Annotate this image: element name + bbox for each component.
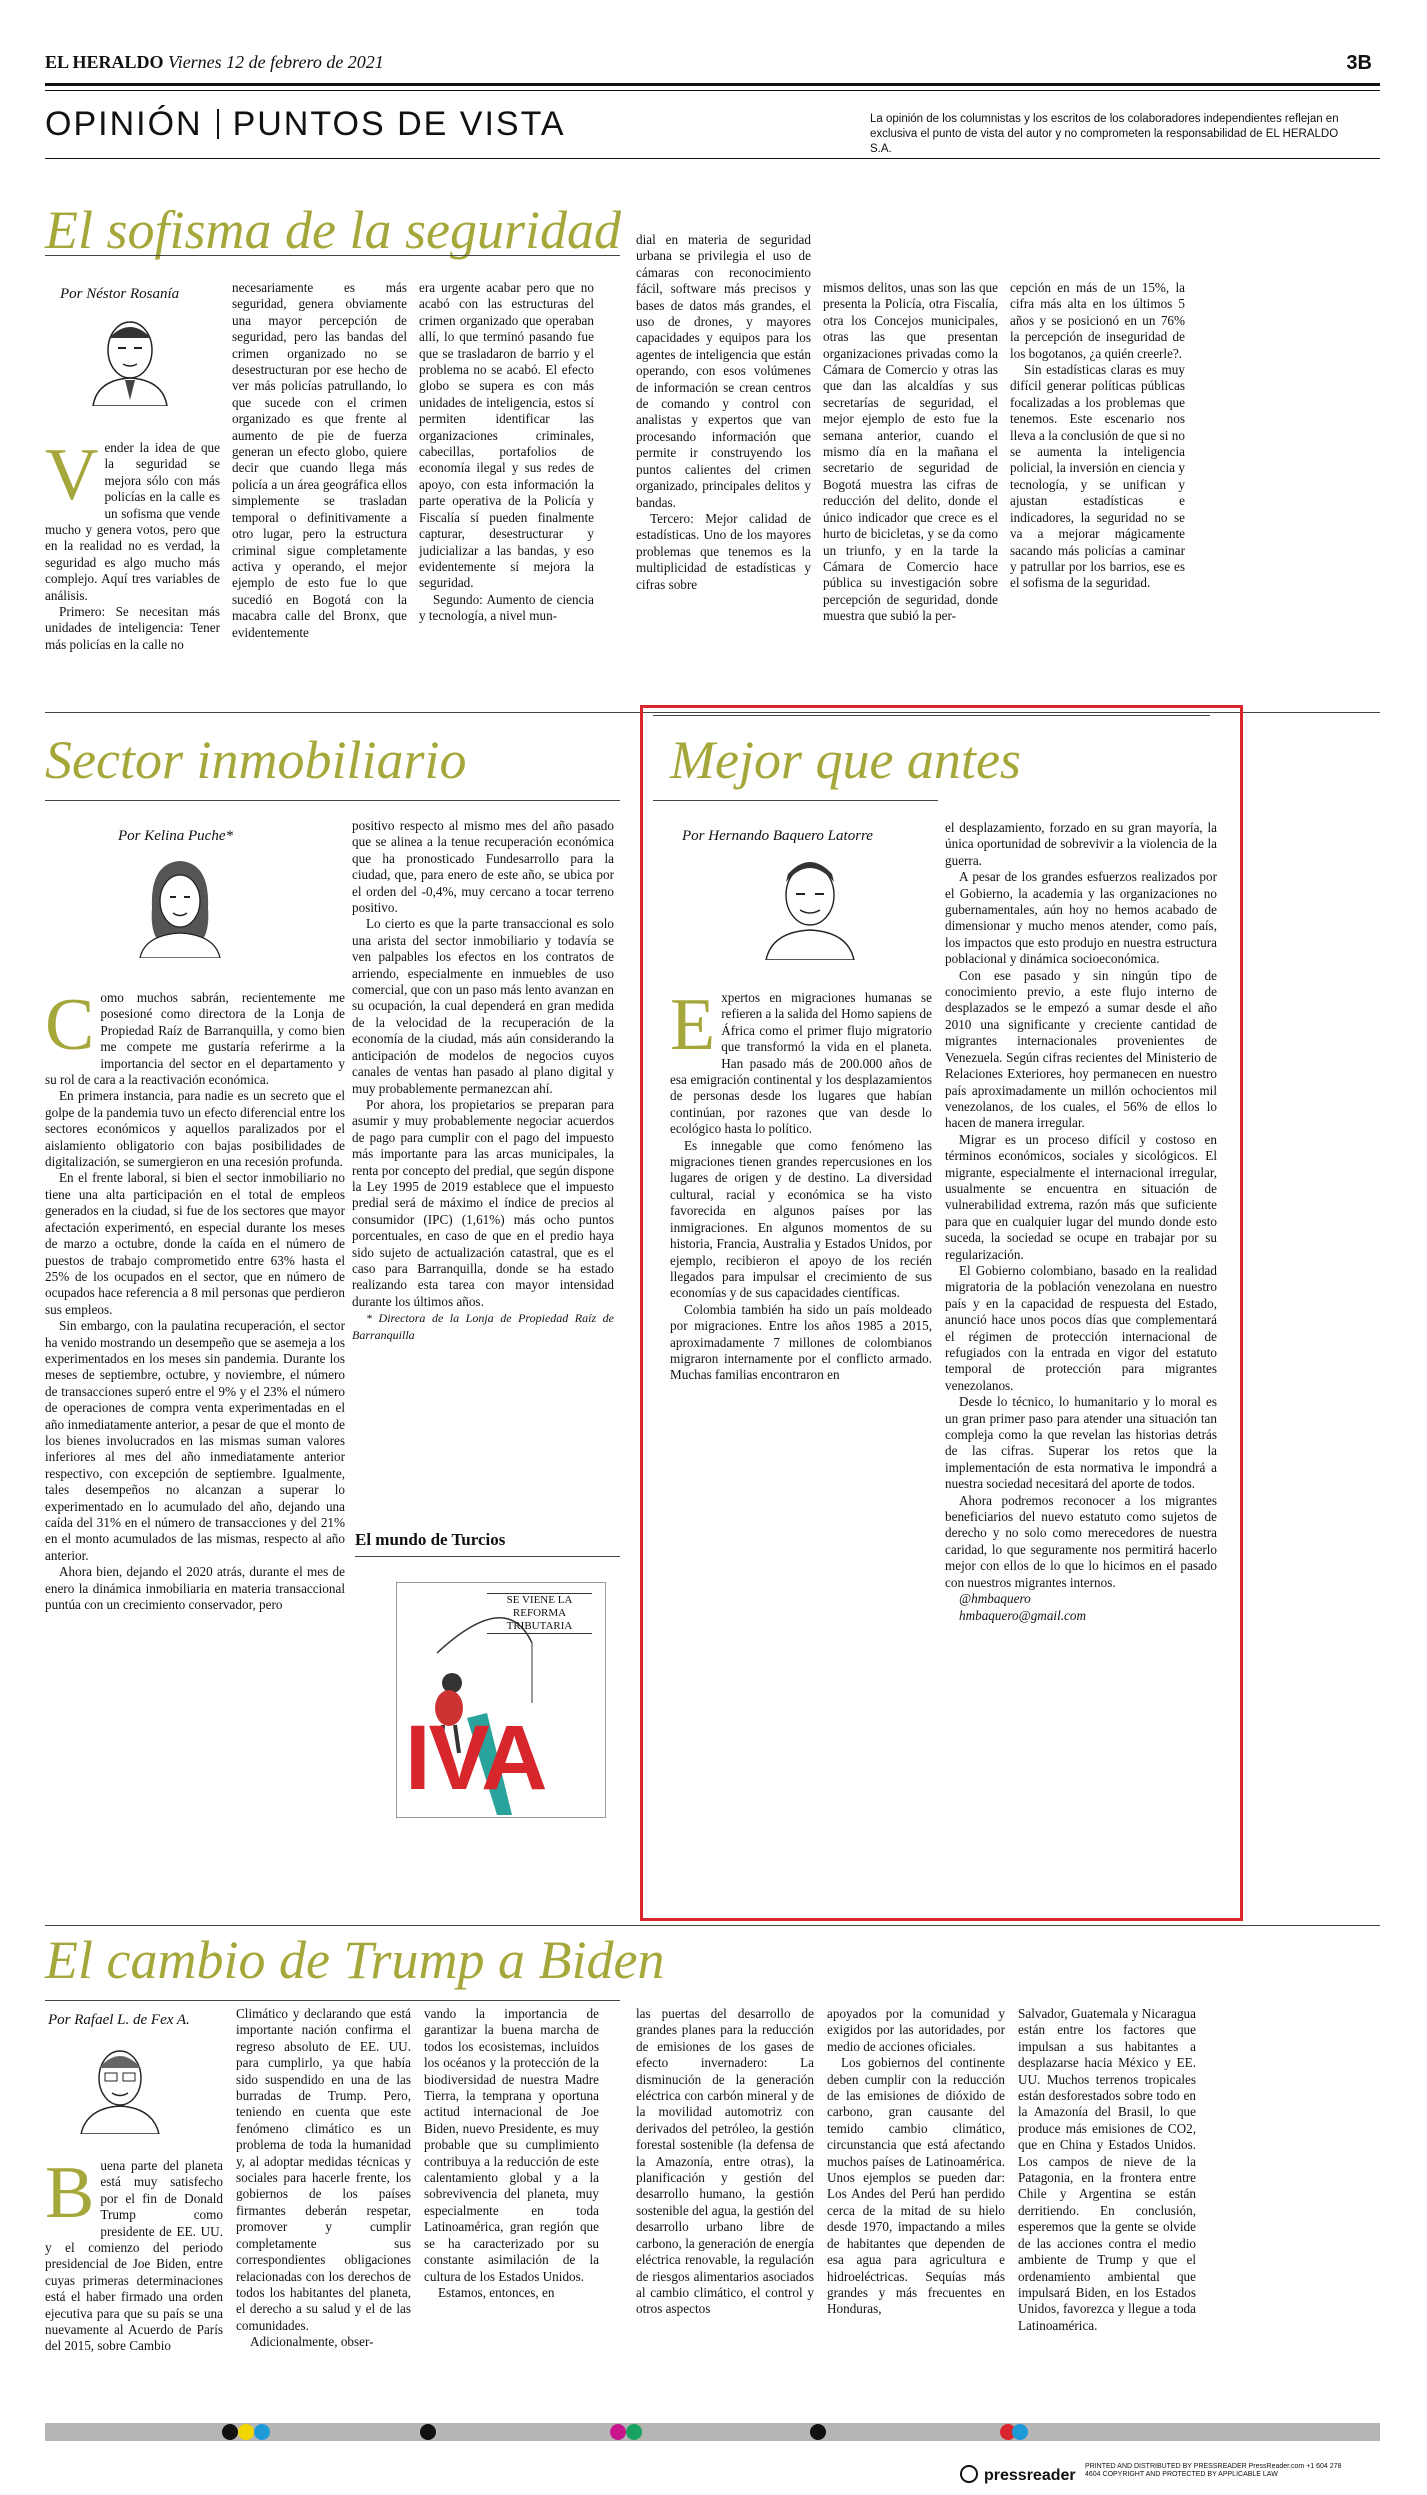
headline-mejor: Mejor que antes [670, 730, 1021, 790]
registration-mark [626, 2424, 642, 2440]
paragraph: ender la idea de que la seguridad se mejora sólo con más policías en la calle es un sofisma que vende mucho y genera votos, pero que en la realidad no es verdad, la seguridad es algo mucho más complejo. Aquí tres variables de análisis. [45, 440, 220, 603]
top-rule [45, 83, 1380, 86]
masthead [45, 52, 384, 73]
paragraph: Sin embargo, con la paulatina recuperación, el sector ha venido mostrando un desempeño que se asemeja a los experimentados en los meses sin pandemia. Durante los meses de septiembre, octubre, y noviembre, el número de transacciones superó entre el 9% y el 23% el número de operaciones de compra venta experimentadas en el año inmediatamente anterior, a pesar de que el monto de los bienes involucrados en las mismas suman valores inferiores al mes del año inmediatamente anterior respectivo, con excepción de septiembre. Igualmente, tales desempeños no alcanzan a superar lo experimentado en lo acumulado del año, dejando una caída del 31% en el número de transacciones y del 21% en el monto acumulados de las mismas, respecto al año anterior. [45, 1318, 345, 1563]
registration-mark [1012, 2424, 1028, 2440]
section-left: OPINIÓN [45, 105, 203, 143]
article4-col5 [827, 2006, 1005, 2318]
paragraph: el desplazamiento, forzado en su gran mayoría, la única oportunidad de sobrevivir a la violencia de la guerra. [945, 820, 1217, 868]
paragraph: En el frente laboral, si bien el sector inmobiliario no tiene una alta participación en el total de empleos generados en la ciudad, si fue de los sectores que mayor afectación experimentó, en especial durante los meses de marzo a octubre, donde la caída en el número de puestos de trabajo comprometido entre 63% hasta el 25% de los ocupados en el sector, que en número de ocupados hace referencia a 8 mil personas que perdieron sus empleos. [45, 1170, 345, 1317]
disclaimer: La opinión de los columnistas y los escritos de los colaboradores independientes reflejan en exclusiva el punto de vista del autor y no comprometen la responsabilidad de EL HERALDO S.A. [870, 113, 1339, 155]
author-note: * Directora de la Lonja de Propiedad Raíz de Barranquilla [352, 1311, 614, 1342]
paragraph: Climático y declarando que está importante nación confirma el regreso absoluto de EE. UU. para cumplirlo, ya que había sido suspendido en una de las burradas de Trump. Pero, teniendo en cuenta que este fenómeno climático es un problema de toda la humanidad y, al adoptar medidas técnicas y sociales para hacerle frente, los gobiernos de los países firmantes deberán respetar, promover y cumplir completamente sus correspondientes obligaciones relacionadas con los derechos de todos los habitantes del planeta, el derecho a su salud y el de las comunidades. [236, 2006, 411, 2333]
paragraph: dial en materia de seguridad urbana se privilegia el uso de cámaras con reconocimiento fácil, software más precisos y bases de datos más grandes, el uso de drones, y mayores capacidades y equipos para los agentes de inteligencia que están operando, con esos volúmenes de información se crean centros de comando y control con analistas y expertos que van procesando información que permite ir construyendo los puntos calientes del crimen organizado, principales delitos y bandas. [636, 232, 811, 510]
paragraph: Salvador, Guatemala y Nicaragua están entre los factores que impulsan a sus habitantes a desplazarse hacia México y EE. UU. Muchos terrenos tropicales están desforestados sobre todo en la Amazonía del Brasil, lo que produce más emisiones de CO2, que en China y Estados Unidos. Los campos de nieve de la Patagonia, en la frontera entre Chile y Argentina se están derritiendo. En conclusión, esperemos que la gente se olvide de las acciones contra el medio ambiente de Trump y que el ordenamiento ambiental que impulsará Biden, en los Estados Unidos, favorezca y llegue a toda Latinoamérica. [1018, 2006, 1196, 2333]
paper-name: EL HERALDO [45, 52, 164, 72]
paragraph: vando la importancia de garantizar la buena marcha de todos los ecosistemas, incluidos los océanos y la protección de la biodiversidad de nuestra Madre Tierra, la temprana y oportuna actitud internacional de Joe Biden, nuevo Presidente, es muy probable que su cumplimiento contribuya a la reducción de este calentamiento global y a la sobrevivencia del planeta, muy especialmente en toda Latinoamérica, gran región que se ha caracterizado por su constante asimilación de la cultura de los Estados Unidos. [424, 2006, 599, 2284]
cartoon-banner: SE VIENE LA REFORMA TRIBUTARIA [487, 1593, 592, 1634]
paragraph: A pesar de los grandes esfuerzos realizados por el Gobierno, la academia y las organizaciones no gubernamentales, aún hoy no hemos acabado de dimensionar y mucho menos atender, como país, los impactos que esto produjo en nuestra estructura poblacional y dinámica socioeconómica. [945, 869, 1217, 967]
paragraph: Primero: Se necesitan más unidades de inteligencia: Tener más policías en la calle no [45, 604, 220, 652]
paragraph: Adicionalmente, obser- [250, 2334, 374, 2350]
author-portrait [130, 853, 230, 958]
top-rule-thin [45, 90, 1380, 91]
paragraph: mismos delitos, unas son las que presenta la Policía, otra Fiscalía, otra los Concejos municipales, otras las que presentan organizaciones privadas como la Cámara de Comercio y otras las que dan las alcaldías y sus secretarías de seguridad, el mejor ejemplo de esto fue la semana anterior, cuando el mismo día en la mañana el secretario de seguridad de Bogotá muestra las cifras de reducción del delito, donde el único indicador que crece es el hurto de bicicletas, y se da como un triunfo, y en la tarde la Cámara de Comercio hace pública su investigación sobre percepción de seguridad, donde muestra que subió la per- [823, 280, 998, 624]
paragraph: Ahora podremos reconocer a los migrantes beneficiarios del nuevo estatuto como sujetos de derecho y no solo como merecedores de nuestra caridad, lo que seguramente nos permitirá hacerlo mejor con ellos de lo que lo hicimos en el pasado con nuestros migrantes internos. [945, 1492, 1217, 1590]
cartoon-title: El mundo de Turcios [355, 1530, 506, 1549]
author-handle: @hmbaquero [959, 1591, 1031, 1607]
article2-col2 [352, 818, 614, 1343]
section-rule [45, 158, 1380, 159]
article1-col1 [45, 434, 220, 653]
dropcap: C [45, 984, 95, 1066]
headline-rule [45, 255, 620, 256]
paragraph: Colombia también ha sido un país moldeado por migraciones. Entre los años 1985 a 2015, aproximadamente 7 millones de colombianos migraron internamente por el conflicto armado. Muchas familias encontraron en [670, 1301, 932, 1383]
cartoon-iva-text: IVA [405, 1707, 546, 1809]
article3-col1 [670, 984, 932, 1384]
pressreader-fine-print: PRINTED AND DISTRIBUTED BY PRESSREADER PressReader.com +1 604 278 4604 COPYRIGHT AND PROTECTED BY APPLICABLE LAW [1085, 2463, 1342, 2478]
dropcap: E [670, 984, 716, 1066]
pressreader-icon [960, 2465, 978, 2483]
pressreader-brand: pressreader [984, 2467, 1076, 2484]
paragraph: necesariamente es más seguridad, genera obviamente una mayor percepción de seguridad, pero las bandas del crimen organizado no se desestructuran por ese hecho de ver más policías patrullando, lo que sucede con el crimen organizado es que frente al aumento de pie de fuerza generan un efecto globo, quiere decir que cuando llega más policía a un área geográfica ellos simplemente se trasladan temporal o definitivamente a otro lugar, pero la estructura criminal sigue completamente activa y operando, el mejor ejemplo de esto fue lo que sucedió en Bogotá con la macabra calle del Bronx, que evidentemente [232, 280, 407, 640]
row-rule [45, 1925, 1380, 1926]
headline-rule [45, 800, 620, 801]
paragraph: Es innegable que como fenómeno las migraciones tienen grandes repercusiones en los lugares de origen y de destino. La diversidad cultural, racial y económica se ha visto favorecida en algunos países por las inmigraciones. En algunos momentos de su historia, Francia, Australia y Estados Unidos, por ejemplo, recibieron el apoyo de los recién llegados para impulsar el crecimiento de sus economías y de sus capacidades científicas. [670, 1137, 932, 1301]
article1-col4 [636, 232, 811, 593]
article1-col6 [1010, 280, 1185, 592]
headline-rule [653, 715, 1210, 716]
page-number: 3B [1346, 52, 1372, 74]
issue-date: Viernes 12 de febrero de 2021 [168, 52, 384, 72]
headline-trump-biden: El cambio de Trump a Biden [45, 1930, 665, 1990]
registration-mark [222, 2424, 238, 2440]
registration-mark [420, 2424, 436, 2440]
article4-col6 [1018, 2006, 1196, 2334]
paragraph: las puertas del desarrollo de grandes planes para la reducción de emisiones de los gases de efecto invernadero: La disminución de la generación eléctrica con carbón mineral y de la movilidad automotriz con derivados del petróleo, la gestión forestal sostenible (la defensa de la Amazonía, entre otras), la planificación y gestión del desarrollo humano, la gestión sostenible del agua, la gestión del desarrollo urbano libre de carbono, la generación de energía eléctrica renovable, la regulación de riesgos alimentarios asociados al cambio climático, el control y otros aspectos [636, 2006, 814, 2317]
article4-col1 [45, 2152, 223, 2355]
article4-col4 [636, 2006, 814, 2318]
paragraph: El Gobierno colombiano, basado en la realidad migratoria de la población venezolana en nuestro país y en la capacidad de respuesta del Estado, anunció hace unos pocos días que complementará el régimen de protección internacional de refugiados con la entrada en vigor del estatuto temporal de protección para migrantes venezolanos. [945, 1262, 1217, 1393]
article1-col5 [823, 280, 998, 625]
paragraph: xpertos en migraciones humanas se refieren a la salida del Homo sapiens de África como el primer flujo migratorio que transformó la vida en el planeta. Han pasado más de 200.000 años de esa emigración continental y los desplazamientos de personas desde los lugares que habían continúan, por razones que van desde lo ecológico hasta lo político. [670, 990, 932, 1137]
pressreader-logo [960, 2465, 1076, 2485]
author-email: hmbaquero@gmail.com [959, 1607, 1087, 1623]
headline-rule [653, 800, 938, 801]
section-right: PUNTOS DE VISTA [232, 105, 566, 143]
article1-col3 [419, 280, 594, 625]
registration-mark [238, 2424, 254, 2440]
article3-col2 [945, 820, 1217, 1624]
author-portrait [75, 2038, 165, 2134]
registration-mark [254, 2424, 270, 2440]
headline-inmobiliario: Sector inmobiliario [45, 730, 467, 790]
paragraph: uena parte del planeta está muy satisfecho por el fin de Donald Trump como presidente de EE. UU. y el comienzo del periodo presidencial de Joe Biden, entre cuyas primeras determinaciones está el haber firmado una orden ejecutiva para que su país se una nuevamente al Acuerdo de París del 2015, sobre Cambio [45, 2158, 223, 2354]
paragraph: omo muchos sabrán, recientemente me posesioné como directora de la Lonja de Propiedad Raíz de Barranquilla, y como bien me compete me gustaría referirme a la importancia del sector en el departamento y su rol de cara a la reactivación económica. [45, 990, 345, 1088]
article4-col2 [236, 2006, 411, 2351]
paragraph: Los gobiernos del continente deben cumplir con la reducción de las emisiones de dióxido de carbono, gran causante del temido cambio climático, circunstancia que está afectando muchos países de Latinoamérica. Unos ejemplos se pueden dar: Los Andes del Perú han perdido cerca de la mitad de su hielo desde 1970, impactando a miles de habitantes que dependen de esa agua para agricultura e hidroeléctricas. Sequías más grandes y más frecuentes en Honduras, [827, 2055, 1005, 2317]
article4-col3 [424, 2006, 599, 2301]
paragraph: era urgente acabar pero que no acabó con las estructuras del crimen organizado que operaban allí, lo que terminó pasando fue que se trasladaron de barrio y el problema no se acabó. El efecto globo se supera es con más unidades de inteligencia, estos sí permiten identificar las organizaciones criminales, cabecillas, portafolios de economía ilegal y sus redes de apoyo, con esta información la parte operativa de la Policía y Fiscalía sí pueden finalmente capturar, desestructurar y judicializar a las bandas, y eso evidentemente sí mejora la seguridad. [419, 280, 594, 591]
registration-mark [810, 2424, 826, 2440]
byline-baquero: Por Hernando Baquero Latorre [682, 828, 873, 844]
cartoon-frame [396, 1582, 606, 1818]
paragraph: Lo cierto es que la parte transaccional es solo una arista del sector inmobiliario y todavía se ven palpables los efectos en los contratos de arriendo, especialmente en inmuebles de uso comercial, que con un paso más lento avanzan en su ocupación, la cual dependerá en gran medida de la velocidad de la recuperación de la economía de la ciudad, más aún considerando la anticipación de modelos de negocios cuyos canales de ventas han pasado al plano digital y muy probablemente permanezcan ahí. [352, 916, 614, 1096]
paragraph: En primera instancia, para nadie es un secreto que el golpe de la pandemia tuvo un efecto diferencial entre los sectores económicos y aquellos paralizados por el aislamiento obligatorio con bajas posibilidades de digitalización, se sumergieron en una recesión profunda. [45, 1088, 345, 1170]
paragraph: Sin estadísticas claras es muy difícil generar políticas públicas focalizadas a los problemas que tenemos. Este escenario nos lleva a la conclusión de que si no se aumenta la inteligencia policial, la inversión en ciencia y tecnología, y se unifican y ajustan estadísticas e indicadores, la seguridad no se va a mejorar mágicamente sacando más policías a caminar y patrullar por los barrios, ese es el sofisma de la seguridad. [1010, 362, 1185, 591]
paragraph: positivo respecto al mismo mes del año pasado que se alinea a la tenue recuperación económica que ha pronosticado Fundesarrollo para la ciudad, que, para enero de este año, se ubica por el orden del -0,4%, muy cercano a tocar terreno positivo. [352, 818, 614, 916]
author-portrait [760, 850, 860, 960]
dropcap: B [45, 2152, 95, 2234]
paragraph: Con ese pasado y sin ningún tipo de conocimiento previo, a este flujo interno de desplazados se le empezó a sumar desde el año 2010 una significante y creciente cantidad de migrantes internacionales provenientes de Venezuela. Según cifras recientes del Ministerio de Relaciones Exteriores, hoy permanecen en nuestro país aproximadamente un millón ochocientos mil venezolanos, de los cuales, el 56% de ellos lo hacen de manera irregular. [945, 967, 1217, 1131]
paragraph: Migrar es un proceso difícil y costoso en términos económicos, sociales y sicológicos. El migrante, especialmente el internacional irregular, usualmente se encuentra en situación de vulnerabilidad extrema, razón más que suficiente para que en cualquier lugar del mundo donde esto suceda, la sociedad se ocupe en trabajar por su regularización. [945, 1131, 1217, 1262]
paragraph: apoyados por la comunidad y exigidos por las autoridades, por medio de acciones oficiales. [827, 2006, 1005, 2054]
article2-col1 [45, 984, 345, 1613]
paragraph: cepción en más de un 15%, la cifra más alta en los últimos 5 años y se posicionó en un 76% la percepción de inseguridad de los bogotanos, ¿a quién creerle?. [1010, 280, 1185, 361]
paragraph: Estamos, entonces, en [438, 2284, 555, 2300]
cartoon-rule [355, 1556, 620, 1557]
byline-rosania: Por Néstor Rosanía [60, 286, 180, 302]
section-header [45, 105, 566, 144]
registration-mark [610, 2424, 626, 2440]
paragraph: Tercero: Mejor calidad de estadísticas. Uno de los mayores problemas que tenemos es la multiplicidad de estadísticas y cifras sobre [636, 510, 811, 592]
paragraph: Por ahora, los propietarios se preparan para asumir y muy probablemente negociar acuerdos de pago para cumplir con el pago del impuesto más importante para las arcas municipales, la renta por concepto del predial, que según dispone la Ley 1995 de 2019 establece que el impuesto predial será de máximo el índice de precios al consumidor (IPC) (1,61%) más ocho puntos porcentuales, en caso de que en el predio haya sido sujeto de actualización catastral, que es el caso para Barranquilla, donde se ha estado realizando esta tarea con mayor intensidad durante los últimos años. [352, 1096, 614, 1309]
paragraph: Desde lo técnico, lo humanitario y lo moral es un gran primer paso para atender una situación tan compleja como la que revelan las historias detrás de las cifras. Superar los retos que la implementación de esta normativa le impondrá a nuestra sociedad necesitará del aporte de todos. [945, 1394, 1217, 1492]
byline-defex: Por Rafael L. de Fex A. [48, 2012, 190, 2028]
article1-col2 [232, 280, 407, 641]
dropcap: V [45, 434, 99, 516]
paragraph: Ahora bien, dejando el 2020 atrás, durante el mes de enero la dinámica inmobiliaria en materia transaccional puntúa con un crecimiento conservador, pero [45, 1564, 345, 1613]
headline-rule [45, 2000, 620, 2001]
byline-puche: Por Kelina Puche* [118, 828, 233, 844]
section-divider [217, 109, 219, 139]
author-portrait [85, 308, 175, 406]
paragraph: Segundo: Aumento de ciencia y tecnología, a nivel mun- [419, 591, 594, 624]
headline-seguridad: El sofisma de la seguridad [45, 200, 621, 260]
